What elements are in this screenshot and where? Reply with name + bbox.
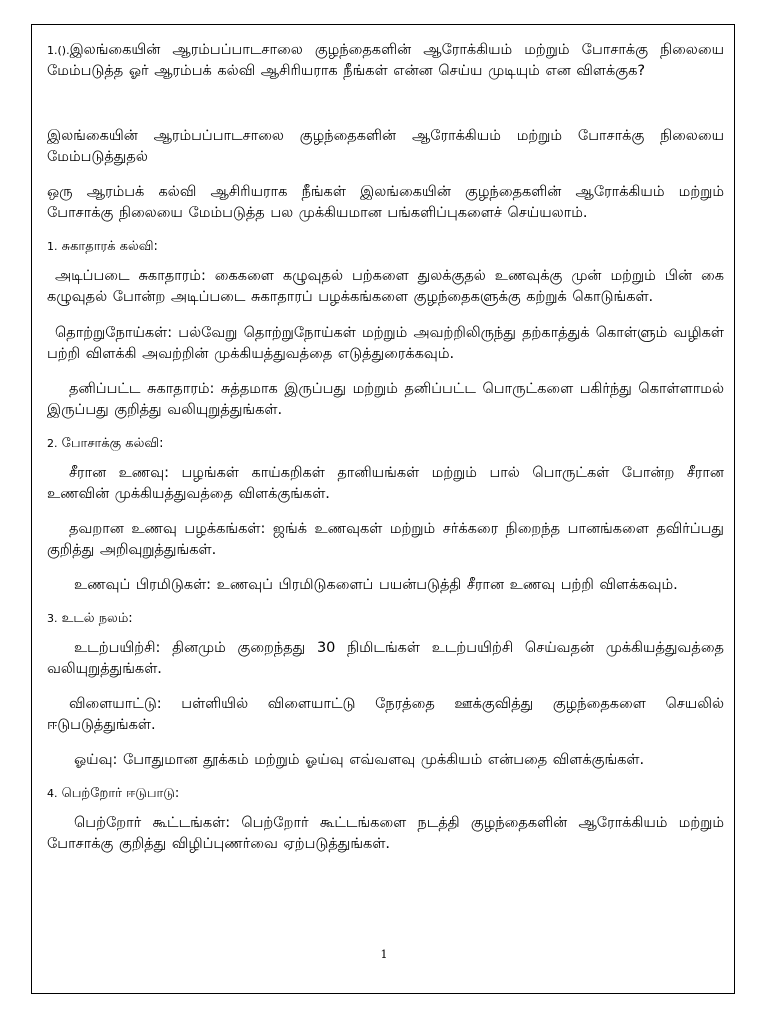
- list-item: தனிப்பட்ட சுகாதாரம்: சுத்தமாக இருப்பது மற்றும் தனிப்பட்ட பொருட்களை பகிர்ந்து கொள்ளாமல் இருப்பது குறித்து வலியுறுத்துங்கள்.: [47, 381, 724, 418]
- question-number: 1.().: [47, 44, 70, 57]
- list-item: சீரான உணவு: பழங்கள் காய்கறிகள் தானியங்கள் மற்றும் பால் பொருட்கள் போன்ற சீரான உணவின் முக்கியத்துவத்தை விளக்குங்கள்.: [47, 465, 724, 502]
- list-item: உடற்பயிற்சி: தினமும் குறைந்தது 30 நிமிடங்கள் உடற்பயிற்சி செய்வதன் முக்கியத்துவத்தை வலியுறுத்துங்கள்.: [47, 640, 724, 677]
- list-item: ஓய்வு: போதுமான தூக்கம் மற்றும் ஓய்வு எவ்வளவு முக்கியம் என்பதை விளக்குங்கள்.: [74, 752, 645, 768]
- list-item: விளையாட்டு: பள்ளியில் விளையாட்டு நேரத்தை ஊக்குவித்து குழந்தைகளை செயலில் ஈடுபடுத்துங்கள்.: [47, 696, 724, 733]
- question-text: [47, 40, 724, 82]
- section-number: 1.: [47, 240, 58, 253]
- intro-paragraph: ஒரு ஆரம்பக் கல்வி ஆசிரியராக நீங்கள் இலங்கையின் குழந்தைகளின் ஆரோக்கியம் மற்றும் போசாக்கு நிலையை மேம்படுத்த பல முக்கியமான பங்களிப்புகளைச் செய்யலாம்.: [47, 184, 724, 221]
- document-title: இலங்கையின் ஆரம்பப்பாடசாலை குழந்தைகளின் ஆரோக்கியம் மற்றும் போசாக்கு நிலையை மேம்படுத்துதல்: [47, 128, 724, 165]
- list-item: பெற்றோர் கூட்டங்கள்: பெற்றோர் கூட்டங்களை நடத்தி குழந்தைகளின் ஆரோக்கியம் மற்றும் போசாக்கு குறித்து விழிப்புணர்வை ஏற்படுத்துங்கள்.: [47, 815, 724, 852]
- list-item: உணவுப் பிரமிடுகள்: உணவுப் பிரமிடுகளைப் பயன்படுத்தி சீரான உணவு பற்றி விளக்கவும்.: [74, 577, 678, 593]
- section-number: 4.: [47, 787, 58, 800]
- section-title: உடல் நலம்:: [61, 611, 133, 626]
- section-heading: [47, 610, 724, 628]
- list-item: அடிப்படை சுகாதாரம்: கைகளை கழுவுதல் பற்களை துலக்குதல் உணவுக்கு முன் மற்றும் பின் கை கழுவுதல் போன்ற அடிப்படை சுகாதாரப் பழக்கங்களை குழந்தைகளுக்கு கற்றுக் கொடுங்கள்.: [47, 268, 724, 305]
- section-heading: [47, 238, 724, 256]
- document-body: [47, 40, 724, 869]
- question-body: இலங்கையின் ஆரம்பப்பாடசாலை குழந்தைகளின் ஆரோக்கியம் மற்றும் போசாக்கு நிலையை மேம்படுத்த ஓர் ஆரம்பக் கல்வி ஆசிரியராக நீங்கள் என்ன செய்ய முடியும் என விளக்குக?: [47, 42, 724, 79]
- list-item: தவறான உணவு பழக்கங்கள்: ஜங்க் உணவுகள் மற்றும் சர்க்கரை நிறைந்த பானங்களை தவிர்ப்பது குறித்து அறிவுறுத்துங்கள்.: [47, 521, 724, 558]
- section-title: போசாக்கு கல்வி:: [61, 436, 164, 451]
- section-number: 2.: [47, 437, 58, 450]
- section-title: பெற்றோர் ஈடுபாடு:: [61, 786, 180, 801]
- list-item: தொற்றுநோய்கள்: பல்வேறு தொற்றுநோய்கள் மற்றும் அவற்றிலிருந்து தற்காத்துக் கொள்ளும் வழிகள் பற்றி விளக்கி அவற்றின் முக்கியத்துவத்தை எடுத்துரைக்கவும்.: [47, 325, 724, 362]
- page-number: 1: [380, 948, 388, 961]
- section-number: 3.: [47, 612, 58, 625]
- section-title: சுகாதாரக் கல்வி:: [61, 239, 158, 254]
- section-heading: [47, 435, 724, 453]
- section-heading: [47, 785, 724, 803]
